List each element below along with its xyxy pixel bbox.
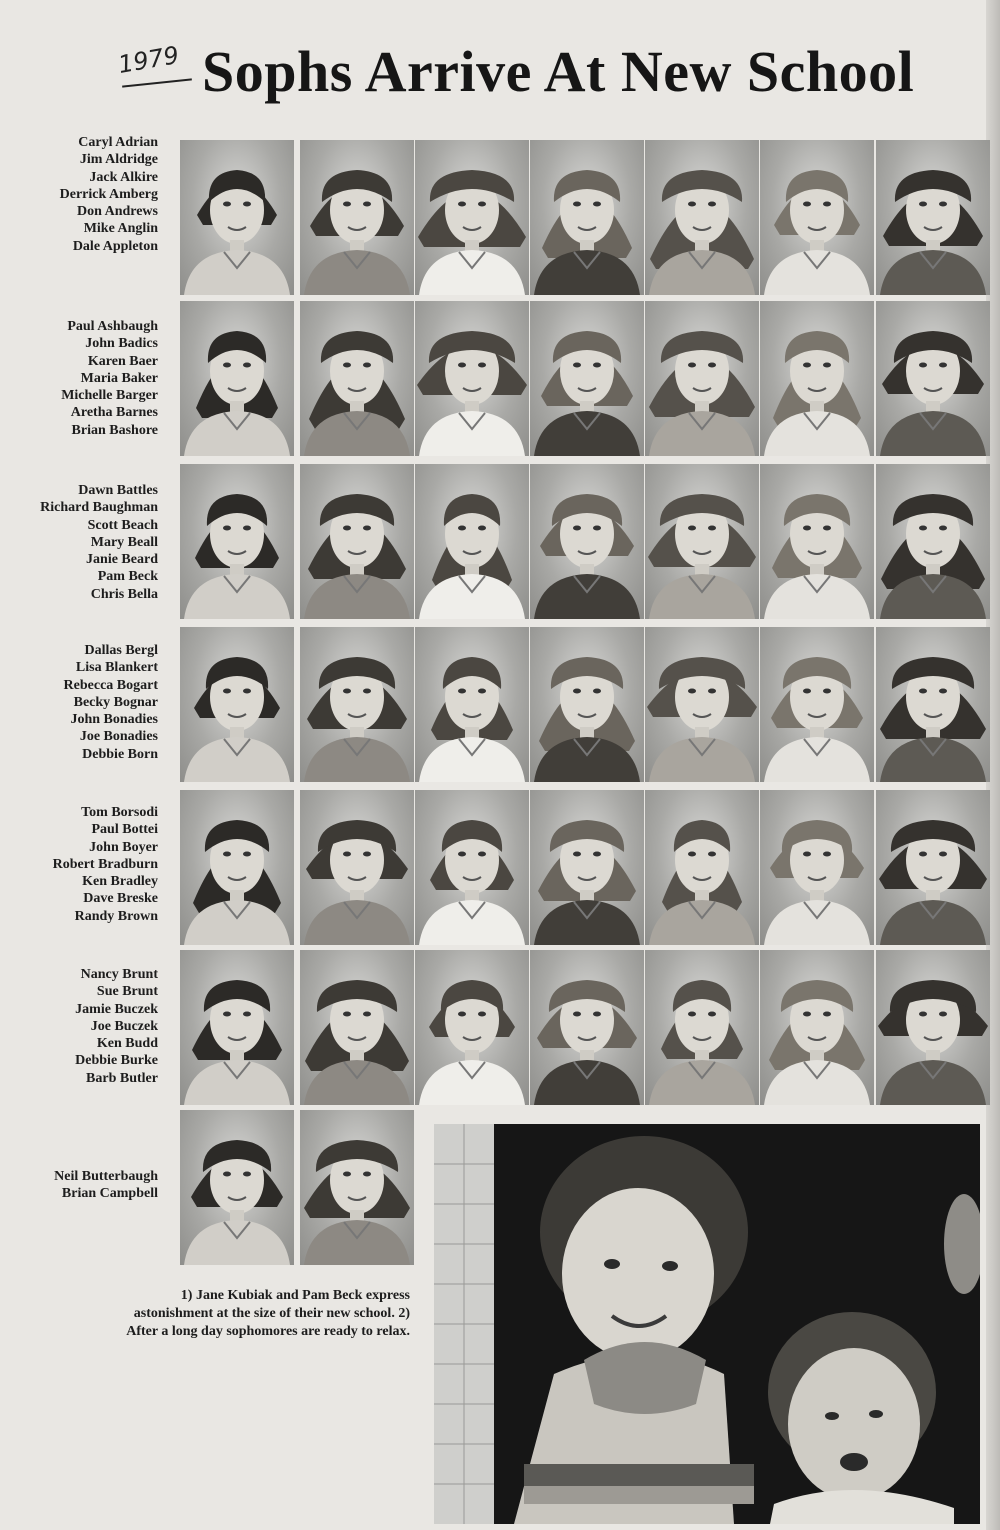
student-name: Dave Breske [83,891,158,907]
student-name: Dallas Bergl [84,643,158,658]
portrait-illustration [530,950,644,1105]
handwritten-year: 1979 [116,40,182,80]
name-list-row-1 [0,134,158,255]
student-name: Barb Butler [86,1070,158,1086]
portrait-illustration [415,950,529,1105]
name-list-row-3 [0,482,158,603]
student-portrait [300,140,414,295]
student-portrait [180,950,294,1105]
student-name: Neil Butterbaugh [54,1169,158,1184]
portrait-illustration [180,950,294,1105]
student-name: Brian Bashore [71,422,158,438]
student-name: Paul Bottei [91,822,158,838]
portrait-illustration [415,464,529,619]
name-list-row-4 [0,642,158,763]
student-name: Ken Bradley [82,874,158,890]
student-name: Karen Baer [87,353,158,369]
student-portrait [415,464,529,619]
student-name: Rebecca Bogart [63,677,158,693]
student-portrait [760,790,874,945]
student-portrait [876,950,990,1105]
student-portrait [300,790,414,945]
portrait-illustration [760,950,874,1105]
portrait-illustration [180,790,294,945]
student-name: John Bonadies [70,712,158,728]
portrait-illustration [300,464,414,619]
student-name: Maria Baker [80,370,158,386]
student-portrait [645,301,759,456]
student-portrait [300,301,414,456]
student-name: Aretha Barnes [70,405,158,421]
student-portrait [645,790,759,945]
student-portrait [530,950,644,1105]
student-name: Tom Borsodi [81,805,158,820]
portrait-illustration [645,627,759,782]
portrait-illustration [760,140,874,295]
student-name: Joe Bonadies [79,729,158,745]
portrait-illustration [530,301,644,456]
student-portrait [530,140,644,295]
portrait-illustration [645,140,759,295]
student-name: Caryl Adrian [78,135,158,150]
student-name: John Badics [85,336,158,352]
portrait-illustration [876,950,990,1105]
student-name: Pam Beck [97,569,158,585]
student-portrait [300,627,414,782]
student-name: Chris Bella [90,586,158,602]
student-portrait [760,627,874,782]
photo-caption: 1) Jane Kubiak and Pam Beck express astonishment at the size of their new school. 2) After a long day sophomores are ready to relax. [126,1288,410,1339]
name-list-row-6 [0,966,158,1087]
student-name: Brian Campbell [61,1186,158,1202]
portrait-illustration [530,140,644,295]
student-portrait [415,790,529,945]
student-name: Mike Anglin [83,221,158,237]
student-portrait [180,790,294,945]
portrait-illustration [300,140,414,295]
student-portrait [180,464,294,619]
student-portrait [300,464,414,619]
student-portrait [760,301,874,456]
name-list-row-7 [0,1168,158,1203]
student-portrait [876,140,990,295]
student-name: Lisa Blankert [75,660,158,676]
portrait-illustration [760,627,874,782]
student-portrait [530,627,644,782]
student-portrait [876,464,990,619]
student-portrait [645,950,759,1105]
student-name: Jamie Buczek [75,1001,158,1017]
student-name: Jack Alkire [89,169,158,185]
portrait-illustration [876,627,990,782]
student-name: Mary Beall [90,534,158,550]
student-portrait [180,140,294,295]
portrait-illustration [415,627,529,782]
student-portrait [530,464,644,619]
portrait-illustration [180,627,294,782]
student-name: Randy Brown [74,908,158,924]
student-portrait [645,140,759,295]
student-portrait [180,627,294,782]
portrait-illustration [760,790,874,945]
student-name: John Boyer [89,839,158,855]
portrait-illustration [300,790,414,945]
student-portrait [415,627,529,782]
student-name: Dale Appleton [72,238,158,254]
student-portrait [415,140,529,295]
student-name: Scott Beach [87,517,158,533]
portrait-illustration [876,301,990,456]
portrait-illustration [645,790,759,945]
portrait-illustration [300,950,414,1105]
portrait-illustration [300,627,414,782]
student-portrait [180,301,294,456]
student-name: Michelle Barger [61,388,158,404]
portrait-illustration [180,464,294,619]
student-name: Derrick Amberg [59,186,158,202]
student-portrait [760,950,874,1105]
portrait-illustration [180,140,294,295]
portrait-illustration [760,464,874,619]
student-name: Ken Budd [96,1036,158,1052]
portrait-illustration [645,301,759,456]
student-name: Nancy Brunt [80,967,158,982]
student-name: Dawn Battles [78,483,158,498]
portrait-illustration [645,464,759,619]
student-portrait [415,950,529,1105]
portrait-illustration [415,301,529,456]
handwritten-underline [122,78,192,87]
student-name: Sue Brunt [96,984,158,1000]
student-name: Becky Bognar [73,694,158,710]
name-list-row-2 [0,318,158,439]
portrait-illustration [415,140,529,295]
portrait-illustration [876,464,990,619]
portrait-illustration [415,790,529,945]
student-portrait [300,950,414,1105]
student-portrait [645,627,759,782]
student-name: Debbie Burke [75,1053,158,1069]
student-name: Robert Bradburn [52,856,158,872]
student-name: Janie Beard [86,552,158,568]
portrait-illustration [530,464,644,619]
student-portrait [760,140,874,295]
page-header [118,38,978,108]
student-portrait [645,464,759,619]
portrait-illustration [645,950,759,1105]
candid-photo [434,1124,980,1524]
portrait-illustration [180,1110,294,1265]
portrait-illustration [876,140,990,295]
portrait-illustration [300,301,414,456]
portrait-illustration [300,1110,414,1265]
student-portrait [876,790,990,945]
portrait-illustration [180,301,294,456]
student-name: Paul Ashbaugh [67,319,158,334]
student-portrait [180,1110,294,1265]
portrait-illustration [760,301,874,456]
portrait-illustration [530,790,644,945]
student-portrait [760,464,874,619]
student-portrait [530,790,644,945]
page-title: Sophs Arrive At New School [202,39,915,104]
student-portrait [300,1110,414,1265]
name-list-row-5 [0,804,158,925]
student-name: Don Andrews [76,204,158,220]
student-name: Debbie Born [82,746,158,762]
portrait-illustration [530,627,644,782]
student-name: Joe Buczek [90,1018,158,1034]
student-name: Richard Baughman [40,500,158,516]
student-portrait [876,301,990,456]
portrait-illustration [876,790,990,945]
student-name: Jim Aldridge [79,152,158,168]
candid-photo-illustration [434,1124,980,1524]
student-portrait [876,627,990,782]
student-portrait [415,301,529,456]
student-portrait [530,301,644,456]
